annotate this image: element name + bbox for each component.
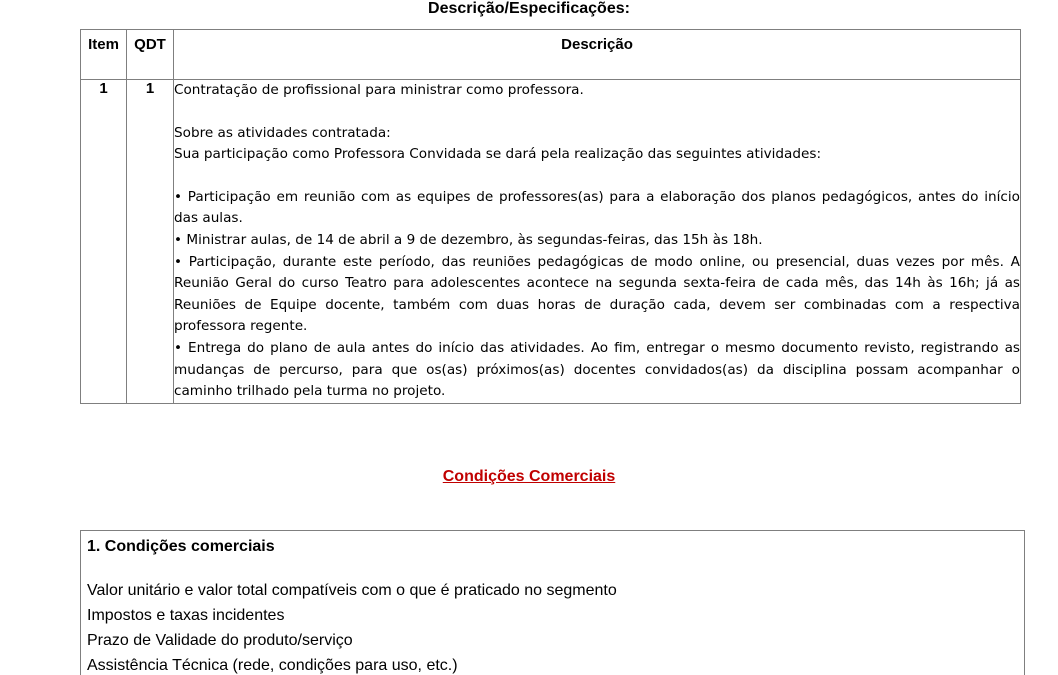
spec-table xyxy=(80,29,1021,404)
column-header-descricao: Descrição xyxy=(174,30,1021,80)
list-item: Prazo de Validade do produto/serviço xyxy=(87,632,353,649)
column-header-qdt: QDT xyxy=(127,30,174,80)
description-paragraph: Sobre as atividades contratada: xyxy=(174,124,391,141)
description-bullet: • Ministrar aulas, de 14 de abril a 9 de dezembro, às segundas-feiras, das 15h às 18h. xyxy=(174,231,763,248)
list-item: Impostos e taxas incidentes xyxy=(87,607,285,624)
spec-section-heading: Descrição/Especificações: xyxy=(428,0,630,17)
description-bullet: • Participação, durante este período, das reuniões pedagógicas de modo online, ou presencial, duas vezes por mês. A Reunião Geral do curso Teatro para adolescentes acontece na segunda sexta-feira de cada mês, das 14h às 16h; já as Reuniões de Equipe docente, também com duas horas de duração cada, devem ser combinadas com a respectiva professora regente. xyxy=(174,253,1020,335)
commercial-conditions-list xyxy=(87,578,617,675)
list-item: Assistência Técnica (rede, condições para uso, etc.) xyxy=(87,657,458,674)
list-item: Valor unitário e valor total compatíveis com o que é praticado no segmento xyxy=(87,582,617,599)
spec-table-header-row xyxy=(81,30,1021,80)
table-row xyxy=(81,80,1021,404)
quantity-cell: 1 xyxy=(127,80,174,404)
description-bullet: • Participação em reunião com as equipes de professores(as) para a elaboração dos planos pedagógicos, antes do início das aulas. xyxy=(174,188,1020,227)
commercial-section-heading: Condições Comerciais xyxy=(442,468,616,485)
commercial-conditions-box xyxy=(80,530,1025,675)
description-bullet: • Entrega do plano de aula antes do início das atividades. Ao fim, entregar o mesmo documento revisto, registrando as mudanças de percurso, para que os(as) próximos(as) docentes convidados(as) da disciplina possam acompanhar o caminho trilhado pela turma no projeto. xyxy=(174,339,1020,400)
item-number-cell: 1 xyxy=(81,80,127,404)
description-cell xyxy=(174,80,1021,404)
commercial-box-title: 1. Condições comerciais xyxy=(87,538,275,555)
column-header-item: Item xyxy=(81,30,127,80)
description-paragraph: Contratação de profissional para ministrar como professora. xyxy=(174,82,584,98)
description-paragraph: Sua participação como Professora Convidada se dará pela realização das seguintes atividades: xyxy=(174,146,822,163)
